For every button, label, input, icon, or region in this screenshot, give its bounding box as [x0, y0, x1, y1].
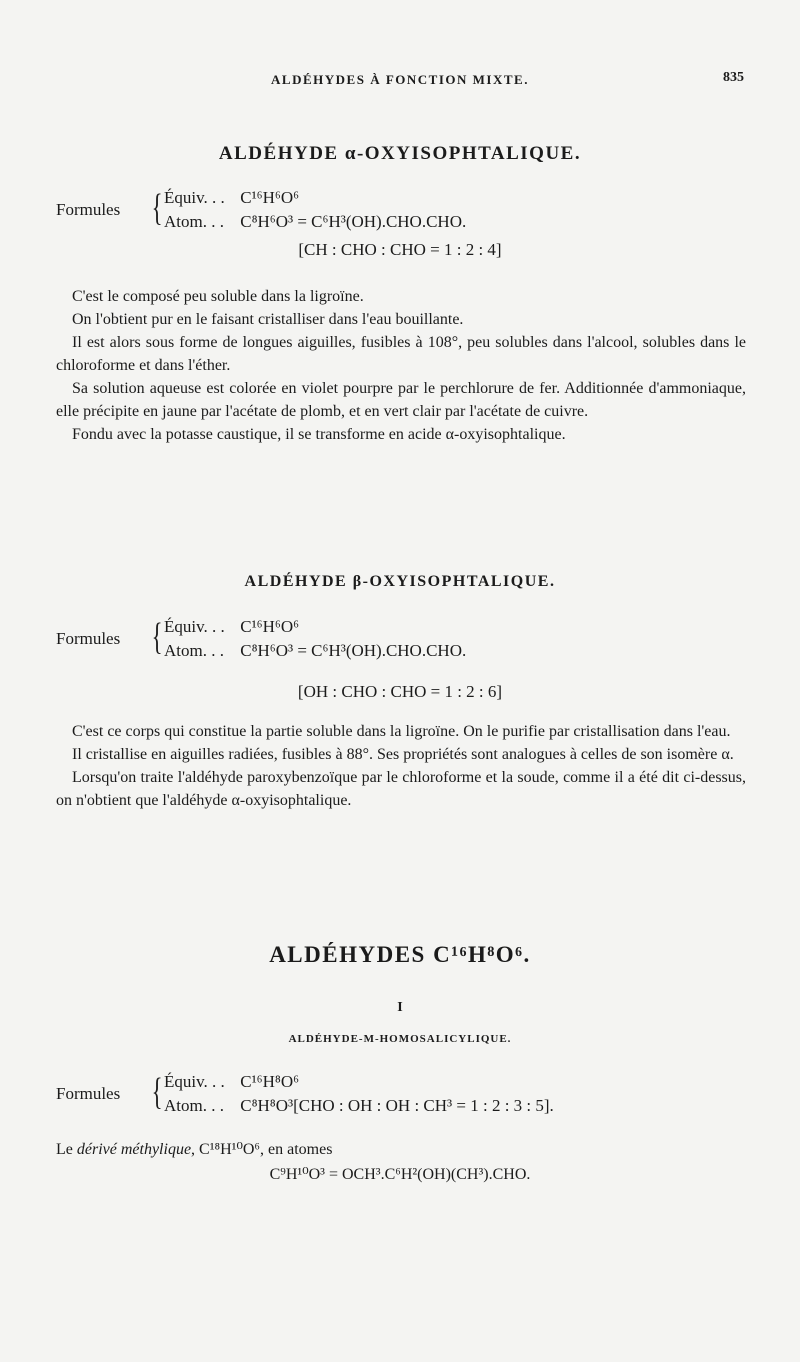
atom-value: C⁸H⁶O³ = C⁶H³(OH).CHO.CHO. — [240, 212, 467, 231]
brace: { — [151, 616, 163, 658]
equiv-label: Équiv. . . — [164, 188, 225, 207]
page-number: 835 — [723, 70, 744, 85]
atom-value: C⁸H⁸O³[CHO : OH : OH : CH³ = 1 : 2 : 3 : 5]. — [240, 1096, 554, 1115]
formula-block-homosalicylique — [56, 1072, 736, 1122]
brace: { — [151, 1071, 163, 1113]
derive-formula: C⁹H¹⁰O³ = OCH³.C⁶H²(OH)(CH³).CHO. — [269, 1166, 531, 1183]
position-ratio: [OH : CHO : CHO = 1 : 2 : 6] — [297, 682, 503, 701]
formula-atom-row — [164, 641, 466, 661]
equiv-label: Équiv. . . — [164, 1072, 225, 1091]
formula-atom-row — [164, 212, 466, 232]
paragraph: Sa solution aqueuse est colorée en violet pourpre par le perchlorure de fer. Additionnée d'ammoniaque, elle précipite en jaune par l'acétate de plomb, et en vert clair par l'acétate de cuivre. — [56, 380, 746, 420]
section-title-aldehydes: ALDÉHYDES C¹⁶H⁸O⁶. — [269, 942, 531, 967]
derive-suffix: , C¹⁸H¹⁰O⁶, en atomes — [191, 1141, 333, 1158]
roman-numeral: I — [397, 1000, 403, 1015]
formula-equiv-row — [164, 188, 299, 208]
section-beta-text — [56, 720, 746, 812]
equiv-value: C¹⁶H⁸O⁶ — [240, 1072, 300, 1091]
equiv-value: C¹⁶H⁶O⁶ — [240, 188, 300, 207]
paragraph: Il cristallise en aiguilles radiées, fusibles à 88°. Ses propriétés sont analogues à celles de son isomère α. — [72, 746, 734, 763]
paragraph: C'est ce corps qui constitue la partie soluble dans la ligroïne. On le purifie par cristallisation dans l'eau. — [72, 723, 731, 740]
paragraph: Lorsqu'on traite l'aldéhyde paroxybenzoïque par le chloroforme et la soude, comme il a été dit ci-dessus, on n'obtient que l'aldéhyde α-oxyisophtalique. — [56, 769, 746, 809]
atom-label: Atom. . . — [164, 1096, 224, 1115]
position-ratio: [CH : CHO : CHO = 1 : 2 : 4] — [298, 240, 502, 259]
atom-value: C⁸H⁶O³ = C⁶H³(OH).CHO.CHO. — [240, 641, 467, 660]
paragraph: Il est alors sous forme de longues aiguilles, fusibles à 108°, peu solubles dans l'alcool, solubles dans le chloroforme et dans l'éther. — [56, 334, 746, 374]
formula-equiv-row — [164, 617, 299, 637]
formulas-label: Formules — [56, 200, 121, 219]
derive-italic: dérivé méthylique — [76, 1141, 192, 1158]
atom-label: Atom. . . — [164, 212, 224, 231]
paragraph: On l'obtient pur en le faisant cristalliser dans l'eau bouillante. — [72, 311, 464, 328]
brace: { — [151, 187, 163, 229]
formula-atom-row — [164, 1096, 554, 1116]
subsection-title: ALDÉHYDE-M-HOMOSALICYLIQUE. — [288, 1033, 512, 1045]
atom-label: Atom. . . — [164, 641, 224, 660]
running-head: ALDÉHYDES À FONCTION MIXTE. — [271, 72, 529, 87]
formula-block-alpha — [56, 188, 656, 238]
derive-methylique-line — [56, 1138, 746, 1161]
section-title-alpha: ALDÉHYDE α-OXYISOPHTALIQUE. — [218, 143, 582, 164]
derive-prefix: Le — [56, 1141, 77, 1158]
formula-equiv-row — [164, 1072, 299, 1092]
equiv-label: Équiv. . . — [164, 617, 225, 636]
formula-block-beta — [56, 617, 656, 667]
section-title-beta: ALDÉHYDE β-OXYISOPHTALIQUE. — [244, 573, 556, 590]
formulas-label: Formules — [56, 1084, 121, 1103]
equiv-value: C¹⁶H⁶O⁶ — [240, 617, 300, 636]
section-alpha-text — [56, 285, 746, 446]
paragraph: Fondu avec la potasse caustique, il se transforme en acide α-oxyisophtalique. — [72, 426, 566, 443]
paragraph: C'est le composé peu soluble dans la ligroïne. — [72, 288, 364, 305]
formulas-label: Formules — [56, 629, 121, 648]
